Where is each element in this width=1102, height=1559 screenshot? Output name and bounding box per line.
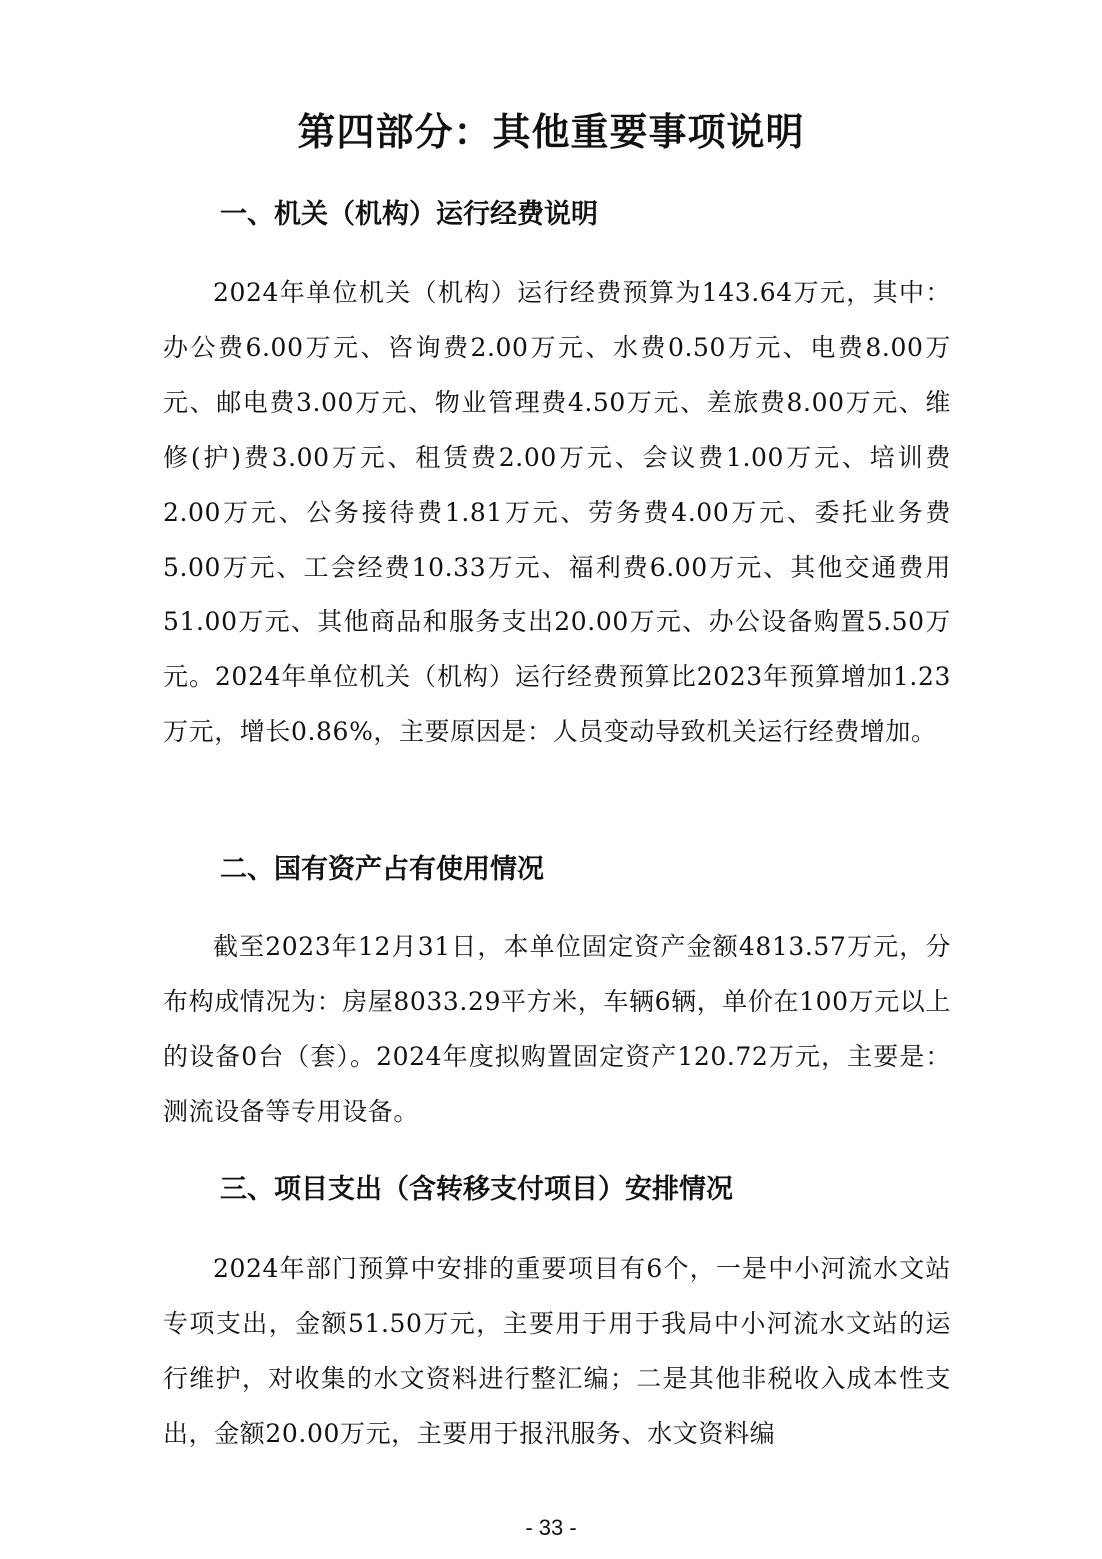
paragraph-operating-expenses: 2024年单位机关（机构）运行经费预算为143.64万元，其中：办公费6.00万元、咨询费2.00万元、水费0.50万元、电费8.00万元、邮电费3.00万元、物业管理费4.50万元、差旅费8.00万元、维修(护)费3.00万元、租赁费2.00万元、会议费1.00万元、培训费2.00万元、公务接待费1.81万元、劳务费4.00万元、委托业务费5.00万元、工会经费10.33万元、福利费6.00万元、其他交通费用51.00万元、其他商品和服务支出20.00万元、办公设备购置5.50万元。2024年单位机关（机构）运行经费预算比2023年预算增加1.23万元，增长0.86%，主要原因是：人员变动导致机关运行经费增加。 (163, 278, 951, 747)
section-heading-project-expenditure: 三、项目支出（含转移支付项目）安排情况 (220, 1174, 733, 1205)
page-number: - 33 - (525, 1515, 577, 1540)
paragraph-project-expenditure: 2024年部门预算中安排的重要项目有6个，一是中小河流水文站专项支出，金额51.50万元，主要用于用于我局中小河流水文站的运行维护，对收集的水文资料进行整汇编；二是其他非税收入成本性支出，金额20.00万元，主要用于报汛服务、水文资料编 (163, 1254, 951, 1448)
page-title: 第四部分：其他重要事项说明 (297, 110, 805, 154)
paragraph-state-assets: 截至2023年12月31日，本单位固定资产金额4813.57万元，分布构成情况为：房屋8033.29平方米，车辆6辆，单价在100万元以上的设备0台（套）。2024年度拟购置固定资产120.72万元，主要是：测流设备等专用设备。 (163, 932, 952, 1126)
section-heading-state-assets: 二、国有资产占有使用情况 (220, 854, 544, 885)
section-heading-operating-expenses: 一、机关（机构）运行经费说明 (220, 199, 598, 230)
